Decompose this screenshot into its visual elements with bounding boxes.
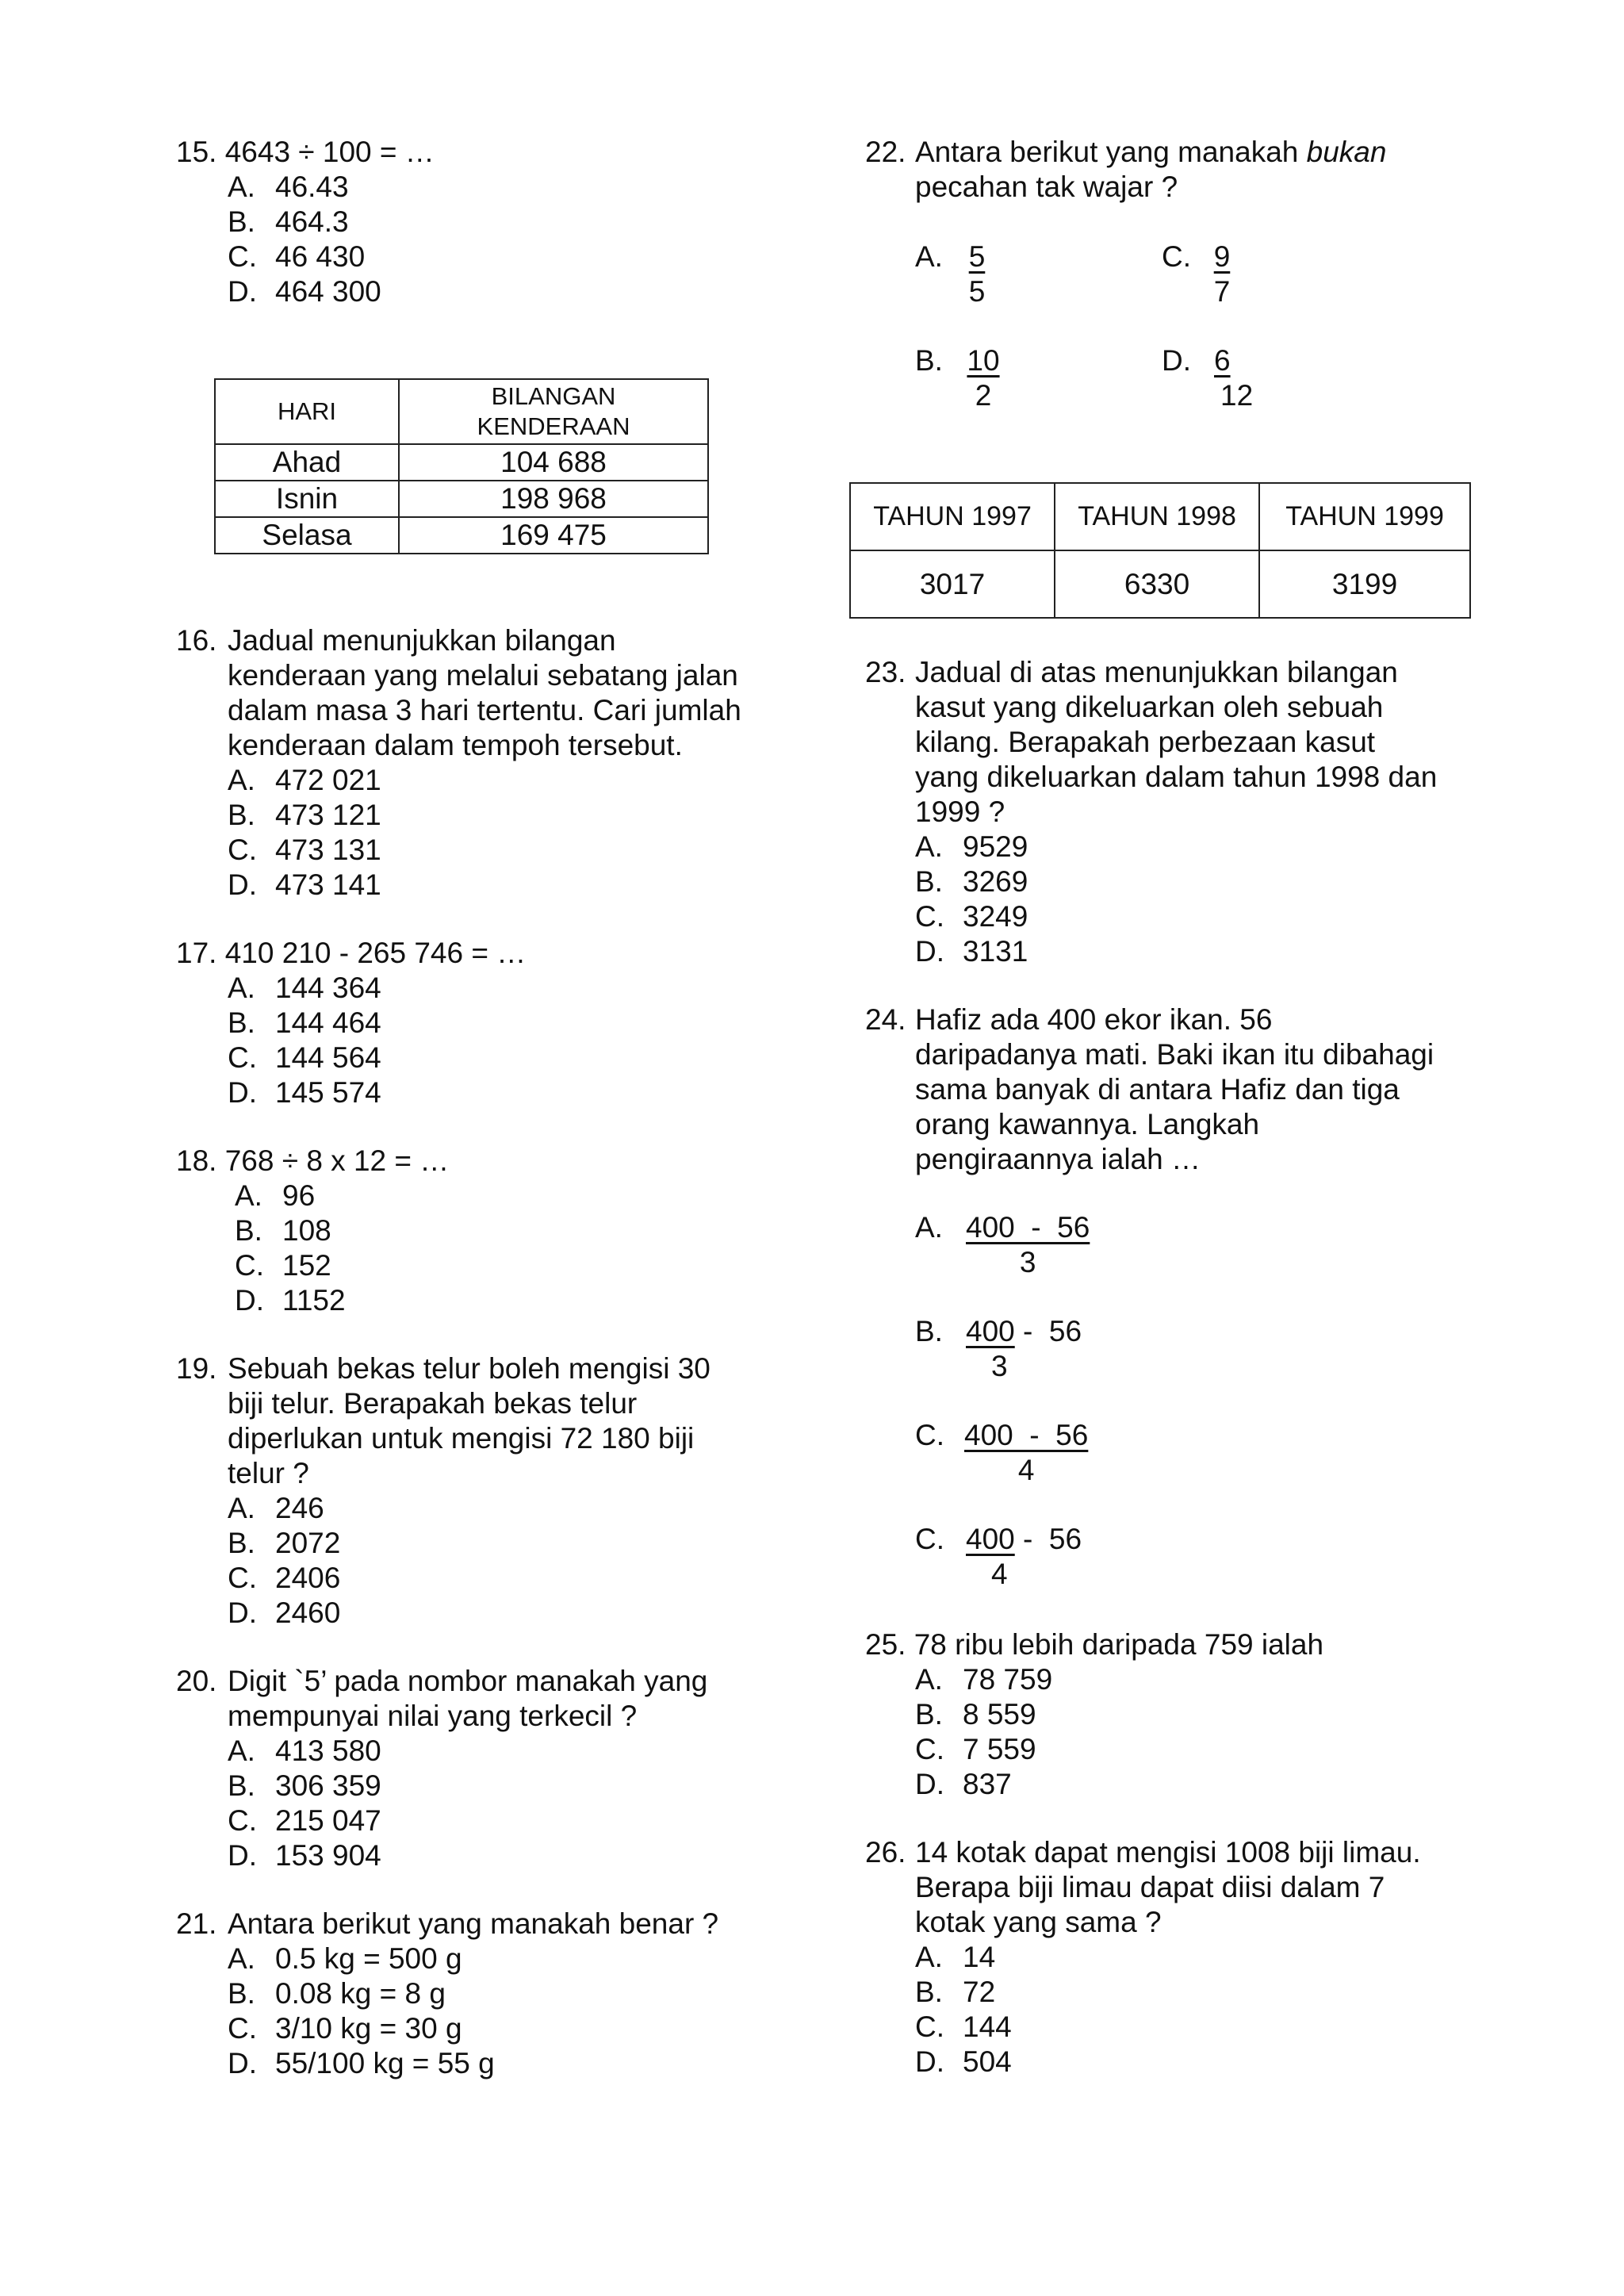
q21-line: Antara berikut yang manakah benar ? xyxy=(228,1907,719,1940)
q24-num: 24. xyxy=(865,1003,906,1036)
q19-line: diperlukan untuk mengisi 72 180 biji xyxy=(228,1422,695,1455)
q21-option-d[interactable]: D. 55/100 kg = 55 g xyxy=(228,2047,495,2079)
q22-option-b[interactable]: B. $\frac{10}{2}$ xyxy=(915,344,1000,412)
q21-num: 21. xyxy=(176,1907,217,1940)
q22-option-c[interactable]: C. $\frac{9}{7}$ xyxy=(1162,240,1231,308)
q20-num: 20. xyxy=(176,1665,217,1697)
q15-stem: 15. 4643 ÷ 100 = … xyxy=(176,136,435,168)
q20-option-d[interactable]: D. 153 904 xyxy=(228,1839,381,1872)
q17-option-c[interactable]: C. 144 564 xyxy=(228,1041,381,1074)
q24-option-c[interactable]: C. $\frac{400 - 56}{4}$ xyxy=(915,1419,1089,1486)
q16-num: 16. xyxy=(176,624,217,657)
q15-option-d[interactable]: D. 464 300 xyxy=(228,275,381,308)
q26-line: 14 kotak dapat mengisi 1008 biji limau. xyxy=(915,1836,1421,1869)
q19-option-a[interactable]: A. 246 xyxy=(228,1492,324,1524)
q25-option-c[interactable]: C. 7 559 xyxy=(915,1733,1036,1765)
table-cell: 3199 xyxy=(1259,550,1470,618)
q16-line: kenderaan yang melalui sebatang jalan xyxy=(228,659,738,692)
table-header-1998: TAHUN 1998 xyxy=(1055,483,1259,550)
q21-option-a[interactable]: A. 0.5 kg = 500 g xyxy=(228,1942,462,1975)
table-cell: Isnin xyxy=(215,481,399,517)
q18-option-c[interactable]: C. 152 xyxy=(235,1249,331,1282)
q16-line: kenderaan dalam tempoh tersebut. xyxy=(228,729,683,761)
q26-line: kotak yang sama ? xyxy=(915,1906,1162,1938)
table-cell: 104 688 xyxy=(399,444,708,481)
q16-line: Jadual menunjukkan bilangan xyxy=(228,624,616,657)
q25-option-b[interactable]: B. 8 559 xyxy=(915,1698,1036,1731)
q26-option-b[interactable]: B. 72 xyxy=(915,1976,996,2008)
q23-line: Jadual di atas menunjukkan bilangan xyxy=(915,656,1398,688)
q25-stem: 25. 78 ribu lebih daripada 759 ialah xyxy=(865,1628,1324,1661)
q23-line: kilang. Berapakah perbezaan kasut xyxy=(915,726,1376,758)
q24-line: Hafiz ada 400 ekor ikan. 56 xyxy=(915,1003,1273,1036)
q20-option-b[interactable]: B. 306 359 xyxy=(228,1769,381,1802)
q26-line: Berapa biji limau dapat diisi dalam 7 xyxy=(915,1871,1385,1903)
q18-option-a[interactable]: A. 96 xyxy=(235,1179,316,1212)
table-cell: 3017 xyxy=(850,550,1055,618)
q23-option-d[interactable]: D. 3131 xyxy=(915,935,1028,968)
q19-option-d[interactable]: D. 2460 xyxy=(228,1596,341,1629)
table-header-1997: TAHUN 1997 xyxy=(850,483,1055,550)
table-cell: 198 968 xyxy=(399,481,708,517)
q15-option-c[interactable]: C. 46 430 xyxy=(228,240,366,273)
q23-line: kasut yang dikeluarkan oleh sebuah xyxy=(915,691,1384,723)
q16-option-c[interactable]: C. 473 131 xyxy=(228,834,381,866)
q26-option-d[interactable]: D. 504 xyxy=(915,2045,1012,2078)
q17-option-d[interactable]: D. 145 574 xyxy=(228,1076,381,1109)
table-header-1999: TAHUN 1999 xyxy=(1259,483,1470,550)
q24-line: daripadanya mati. Baki ikan itu dibahagi xyxy=(915,1038,1434,1071)
q15-option-b[interactable]: B. 464.3 xyxy=(228,205,349,238)
shoe-table xyxy=(849,482,1471,619)
q21-option-c[interactable]: C. 3/10 kg = 30 g xyxy=(228,2012,462,2045)
q25-option-d[interactable]: D. 837 xyxy=(915,1768,1012,1800)
q15-option-a[interactable]: A. 46.43 xyxy=(228,171,349,203)
q25-option-a[interactable]: A. 78 759 xyxy=(915,1663,1053,1696)
q18-option-b[interactable]: B. 108 xyxy=(235,1214,331,1247)
q23-line: 1999 ? xyxy=(915,795,1005,828)
vehicle-table xyxy=(214,378,709,554)
q24-option-a[interactable]: A. $\frac{400 - 56}{3}$ xyxy=(915,1211,1090,1278)
q23-option-c[interactable]: C. 3249 xyxy=(915,900,1028,933)
q23-option-a[interactable]: A. 9529 xyxy=(915,830,1028,863)
q24-line: sama banyak di antara Hafiz dan tiga xyxy=(915,1073,1400,1106)
q26-option-a[interactable]: A. 14 xyxy=(915,1941,996,1973)
q19-option-c[interactable]: C. 2406 xyxy=(228,1562,341,1594)
table-header-hari: HARI xyxy=(215,379,399,444)
q20-option-c[interactable]: C. 215 047 xyxy=(228,1804,381,1837)
q17-option-a[interactable]: A. 144 364 xyxy=(228,972,381,1004)
q24-line: orang kawannya. Langkah xyxy=(915,1108,1260,1140)
q17-stem: 17. 410 210 - 265 746 = … xyxy=(176,937,527,969)
q16-option-d[interactable]: D. 473 141 xyxy=(228,868,381,901)
q19-line: Sebuah bekas telur boleh mengisi 30 xyxy=(228,1352,710,1385)
q23-num: 23. xyxy=(865,656,906,688)
q16-option-a[interactable]: A. 472 021 xyxy=(228,764,381,796)
q18-stem: 18. 768 ÷ 8 x 12 = … xyxy=(176,1144,450,1177)
table-cell: Selasa xyxy=(215,517,399,554)
q19-num: 19. xyxy=(176,1352,217,1385)
q20-option-a[interactable]: A. 413 580 xyxy=(228,1734,381,1767)
q23-line: yang dikeluarkan dalam tahun 1998 dan xyxy=(915,761,1438,793)
q23-option-b[interactable]: B. 3269 xyxy=(915,865,1028,898)
table-cell: 169 475 xyxy=(399,517,708,554)
q22-line: Antara berikut yang manakah bukan xyxy=(915,136,1387,168)
q22-num: 22. xyxy=(865,136,906,168)
q24-option-b[interactable]: B. 400 - 56 3 xyxy=(915,1315,1082,1382)
table-cell: Ahad xyxy=(215,444,399,481)
q19-option-b[interactable]: B. 2072 xyxy=(228,1527,341,1559)
q20-line: Digit `5’ pada nombor manakah yang xyxy=(228,1665,708,1697)
q19-line: biji telur. Berapakah bekas telur xyxy=(228,1387,638,1420)
q22-option-d[interactable]: D. $\frac{6}{12}$ xyxy=(1162,344,1254,412)
q22-line: pecahan tak wajar ? xyxy=(915,171,1178,203)
q19-line: telur ? xyxy=(228,1457,309,1489)
table-header-bilangan: BILANGAN KENDERAAN xyxy=(399,379,708,444)
q21-option-b[interactable]: B. 0.08 kg = 8 g xyxy=(228,1977,446,2010)
q16-option-b[interactable]: B. 473 121 xyxy=(228,799,381,831)
q26-num: 26. xyxy=(865,1836,906,1869)
q26-option-c[interactable]: C. 144 xyxy=(915,2010,1012,2043)
q24-line: pengiraannya ialah … xyxy=(915,1143,1201,1175)
table-cell: 6330 xyxy=(1055,550,1259,618)
q22-option-a[interactable]: A. $\frac{5}{5}$ xyxy=(915,240,986,308)
q17-option-b[interactable]: B. 144 464 xyxy=(228,1006,381,1039)
q24-option-d[interactable]: C. 400 - 56 4 xyxy=(915,1523,1082,1590)
q16-line: dalam masa 3 hari tertentu. Cari jumlah xyxy=(228,694,741,726)
q20-line: mempunyai nilai yang terkecil ? xyxy=(228,1700,638,1732)
q18-option-d[interactable]: D. 1152 xyxy=(235,1284,346,1317)
